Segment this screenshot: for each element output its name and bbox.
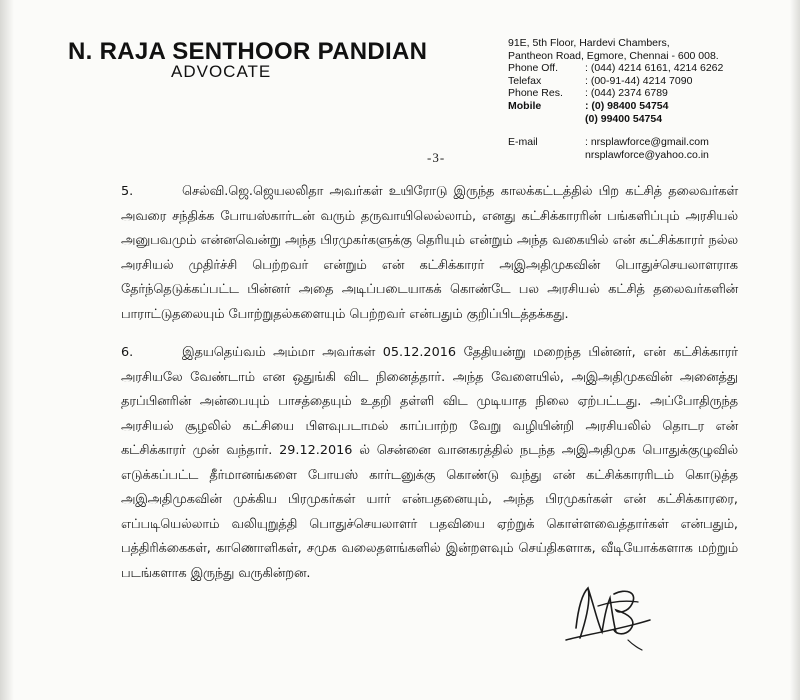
contact-label: [508, 113, 585, 126]
address-line-2: Pantheon Road, Egmore, Chennai - 600 008.: [508, 49, 719, 62]
advocate-title: ADVOCATE: [171, 62, 272, 81]
contact-value: (0) 99400 54754: [585, 112, 663, 125]
paragraph-number: 5.: [121, 184, 134, 199]
email-label-empty: [508, 149, 585, 162]
contact-value: : (00-91-44) 4214 7090: [585, 74, 693, 87]
contact-row-mobile-2: [508, 113, 788, 126]
contact-value: : (044) 2374 6789: [585, 87, 668, 100]
email-value-1: : nrsplawforce@gmail.com: [585, 136, 709, 149]
contact-block: [508, 37, 788, 161]
email-value-2: nrsplawforce@yahoo.co.in: [585, 148, 709, 161]
email-label: E-mail: [508, 136, 538, 149]
contact-label: Phone Res.: [508, 87, 563, 100]
contact-row-email-2: [508, 149, 788, 162]
paragraph-number: 6.: [121, 345, 134, 360]
contact-row-telefax: [508, 75, 788, 88]
contact-label: Phone Off.: [508, 62, 559, 75]
contact-label: Mobile: [508, 99, 542, 112]
paragraph-text: இதயதெய்வம் அம்மா அவர்கள் 05.12.2016 தேதியன்று மறைந்த பின்னர், என் கட்சிக்காரர் அரசியலே வேண்டாம் என ஒதுங்கி விட நினைத்தார். அந்த வேளையில், அஇஅதிமுகவின் அனைத்து தரப்பினரின் அன்பையும் பாசத்தையும் உதறி தள்ளி விட முடியாத நிலை ஏற்பட்டது. அப்போதிருந்த அரசியல் சூழலில் கட்சியை பிளவுபடாமல் காப்பாற்ற வேறு வழியின்றி அரசியலில் தொடர என் கட்சிக்காரர் முன் வந்தார். 29.12.2016 ல் சென்னை வானகரத்தில் நடந்த அஇஅதிமுக பொதுக்குழுவில் எடுக்கப்பட்ட தீர்மானங்களை போயஸ் கார்டனுக்கு கொண்டு வந்து என் கட்சிக்காரரிடம் கொடுத்த அஇஅதிமுகவின் முக்கிய பிரமுகர்கள் யார் என்பதனையும், அந்த பிரமுகர்கள் என் கட்சிக்காரரை, எப்படியெல்லாம் வலியுறுத்தி பொதுச்செயலாளர் பதவியை ஏற்றுக் கொள்ளவைத்தார்கள் என்பதும், பத்திரிக்கைகள், காணொளிகள், சமுக வலைதளங்களில் இன்றளவும் செய்திகளாக, வீடியோக்களாக மற்றும் படங்களாக இருந்து வருகின்றன.: [121, 345, 738, 581]
contact-row-phone-res: [508, 87, 788, 100]
advocate-name: N. RAJA SENTHOOR PANDIAN: [68, 38, 428, 65]
page-number: -3-: [427, 150, 446, 165]
contact-row-phone-office: [508, 62, 788, 75]
paragraph-6: [121, 341, 738, 586]
contact-spacer: [508, 125, 788, 136]
paragraph-5: [121, 180, 738, 327]
paragraph-text: செல்வி.ஜெ.ஜெயலலிதா அவர்கள் உயிரோடு இருந்த காலக்கட்டத்தில் பிற கட்சித் தலைவர்கள் அவரை சந்திக்க போயஸ்கார்டன் வரும் தருவாயிலெல்லாம், எனது கட்சிக்காரரின் பங்களிப்பும் அரசியல் அனுபவமும் என்னவென்று அந்த பிரமுகர்களுக்கு தெரியும் என்றும் அந்த வகையில் என் கட்சிக்காரர் நல்ல அரசியல் முதிர்ச்சி பெற்றவர் என்றும் என் கட்சிக்காரர் அஇஅதிமுகவின் பொதுச்செயலாளராக தேர்ந்தெடுக்கப்பட்ட பின்னர் அதை அடிப்படையாகக் கொண்டே பல அரசியல் கட்சித் தலைவர்களின் பாராட்டுதலையும் போற்றுதல்களையும் பெற்றவர் என்பதும் குறிப்பிடத்தக்கது.: [121, 184, 738, 322]
contact-value: : (0) 98400 54754: [585, 99, 669, 112]
address-line-1: 91E, 5th Floor, Hardevi Chambers,: [508, 37, 670, 49]
handwritten-signature: [558, 580, 668, 655]
contact-row-mobile: [508, 100, 788, 113]
contact-row-email: [508, 136, 788, 149]
contact-value: : (044) 4214 6161, 4214 6262: [585, 62, 724, 75]
contact-label: Telefax: [508, 74, 542, 87]
